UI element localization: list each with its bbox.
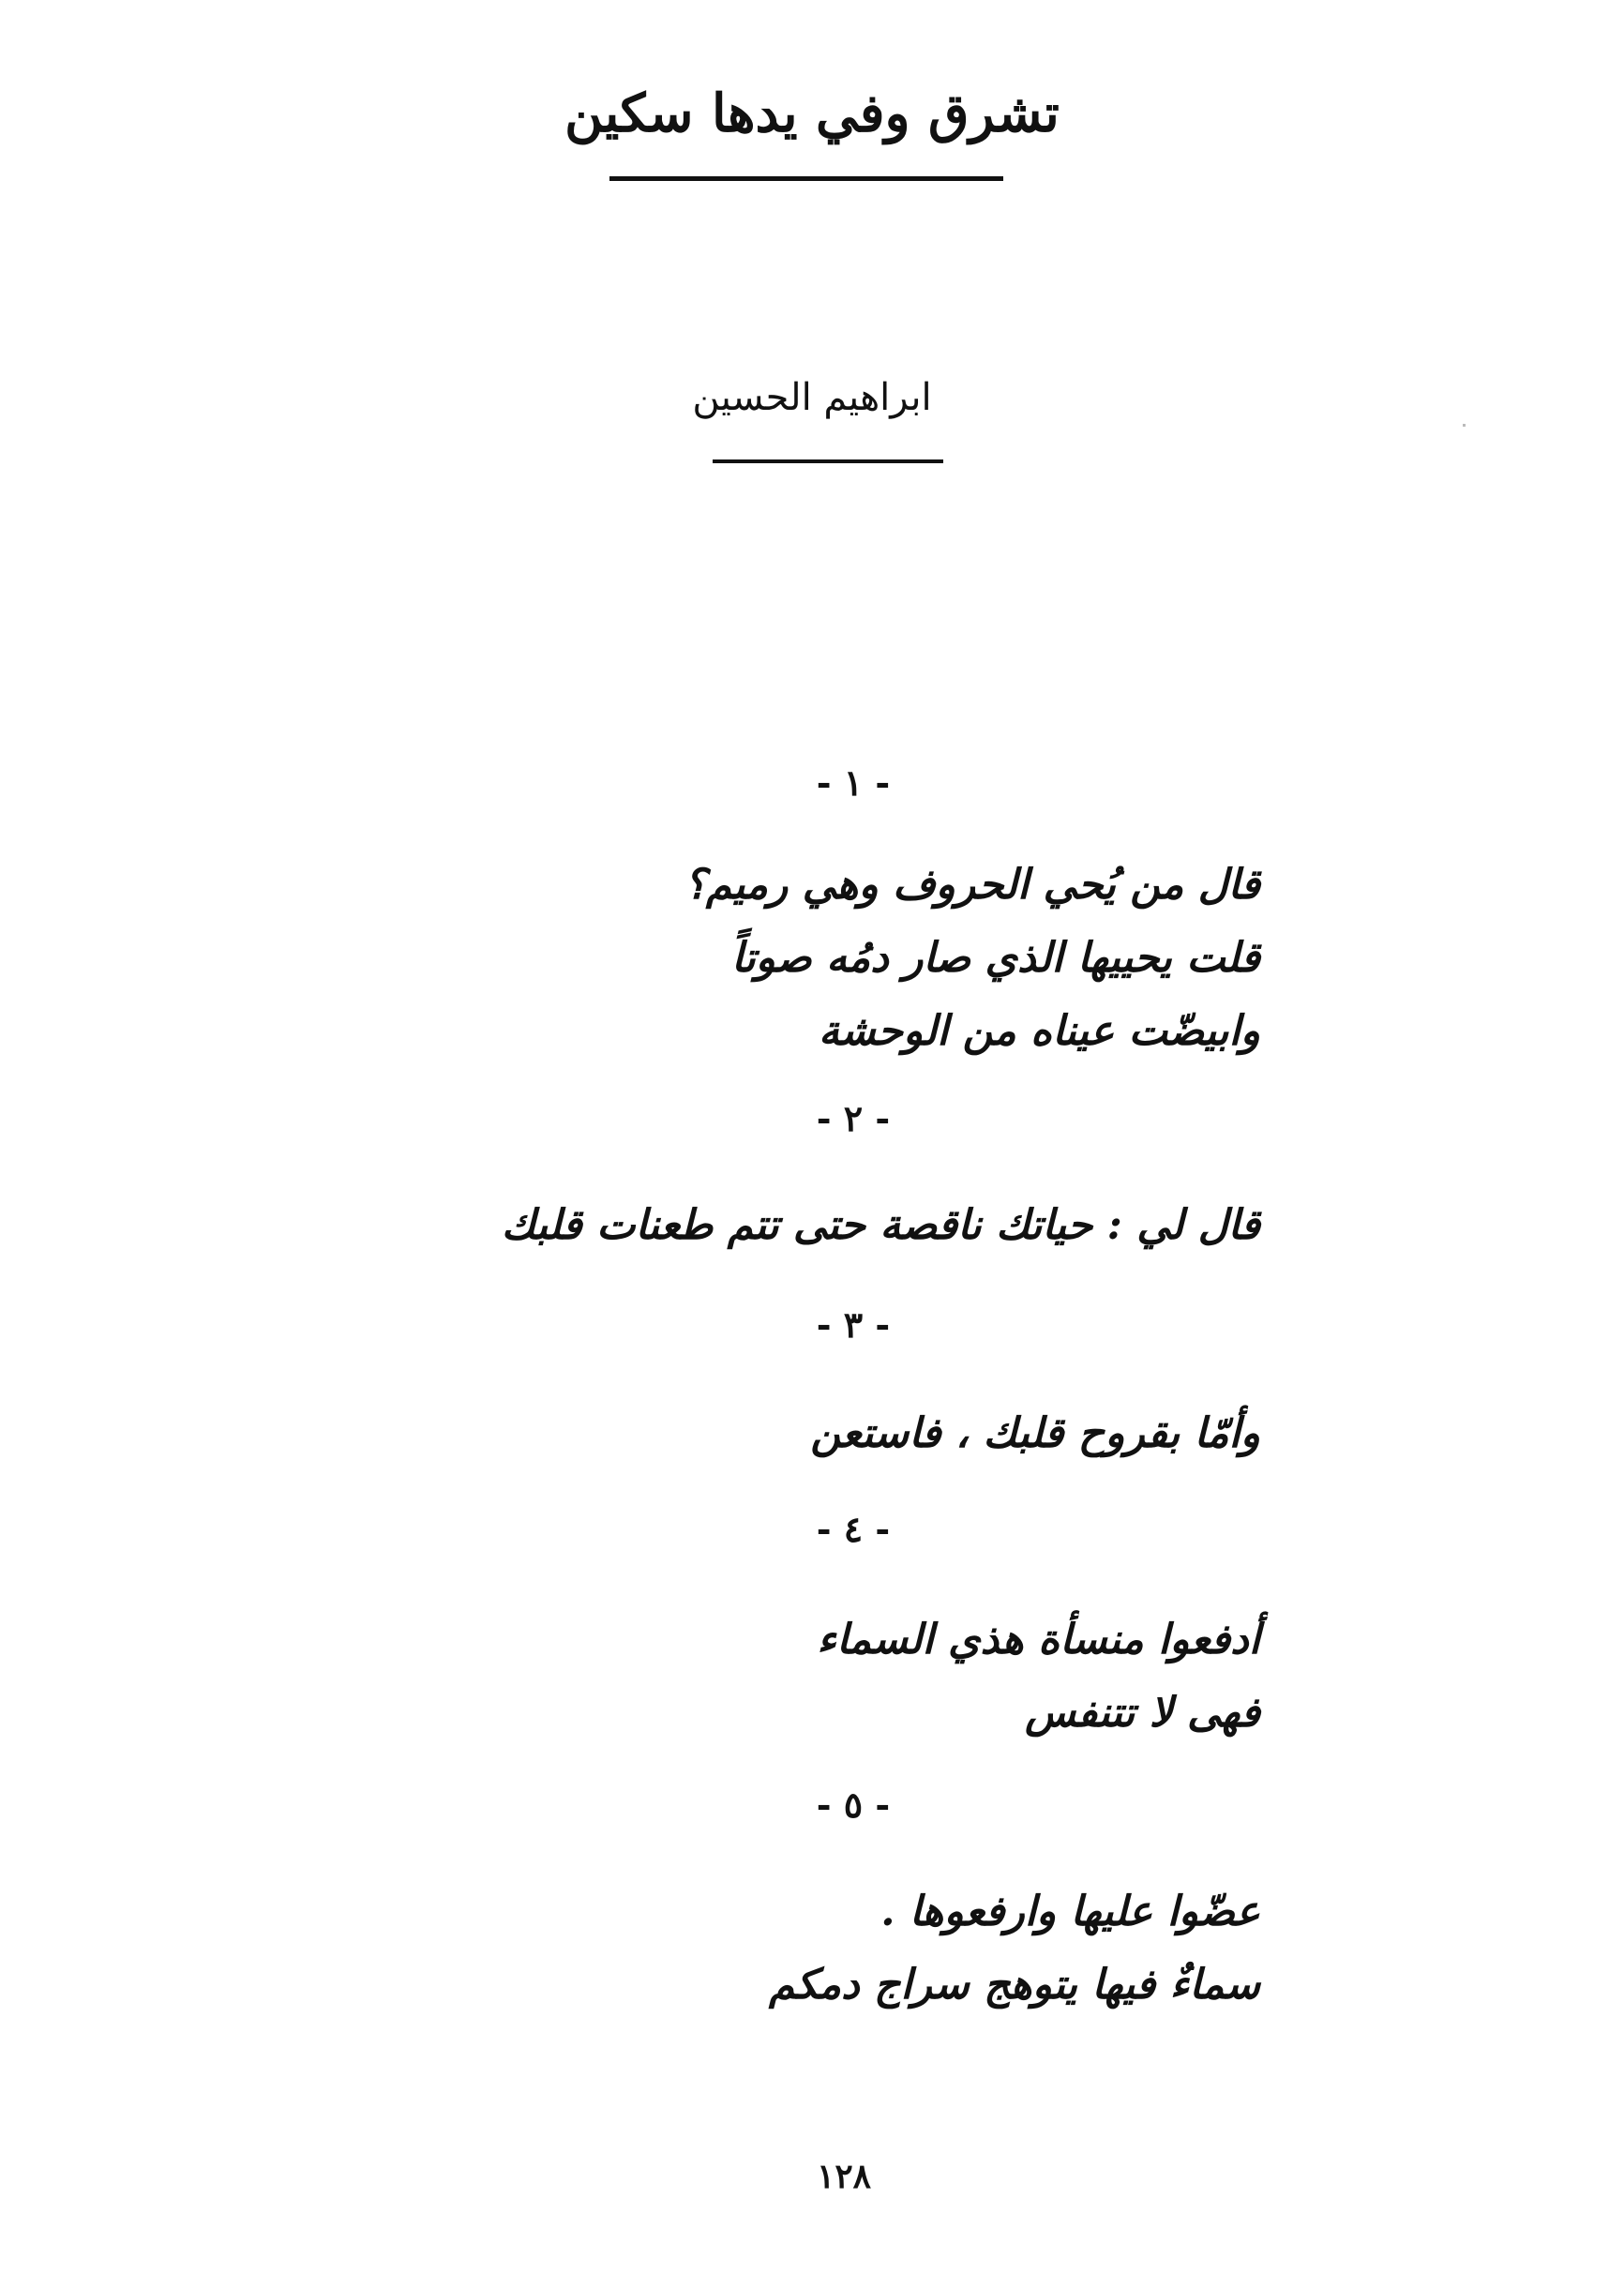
page-number: ١٢٨ (816, 2157, 871, 2196)
section-3-verse (810, 1397, 1260, 1470)
section-number-2: - ٢ - (816, 1097, 891, 1139)
verse-line: عضّوا عليها وارفعوها . (880, 1888, 1260, 1935)
verse-line: وأمّا بقروح قلبك ، فاستعن (810, 1409, 1260, 1457)
section-5-verse (769, 1875, 1260, 2022)
verse-line: فهى لا تتنفس (1025, 1689, 1260, 1737)
verse-line: قال لي : حياتك ناقصة حتى تتم طعنات قلبك (501, 1201, 1260, 1249)
title-underline (609, 176, 1003, 181)
section-number-4: - ٤ - (816, 1508, 891, 1550)
author-name: ابراهيم الحسين (692, 376, 932, 419)
section-2-verse (502, 1189, 1260, 1262)
verse-line: وابيضّت عيناه من الوحشة (818, 1007, 1260, 1055)
poem-title: تشرق وفي يدها سكين (564, 83, 1060, 144)
scan-speck (1463, 424, 1466, 427)
author-underline (713, 459, 943, 463)
section-1-verse (684, 849, 1260, 1068)
section-number-1: - ١ - (816, 761, 891, 804)
section-4-verse (817, 1603, 1260, 1750)
verse-line: قلت يحييها الذي صار دمُه صوتاً (731, 934, 1260, 982)
verse-line: قال من يُحي الحروف وهي رميم؟ (684, 861, 1260, 909)
section-number-5: - ٥ - (816, 1784, 891, 1826)
section-number-3: - ٣ - (816, 1303, 891, 1346)
verse-line: سماءٌ فيها يتوهج سراج دمكم (768, 1961, 1260, 2009)
verse-line: أدفعوا منسأة هذي السماء (817, 1616, 1260, 1663)
